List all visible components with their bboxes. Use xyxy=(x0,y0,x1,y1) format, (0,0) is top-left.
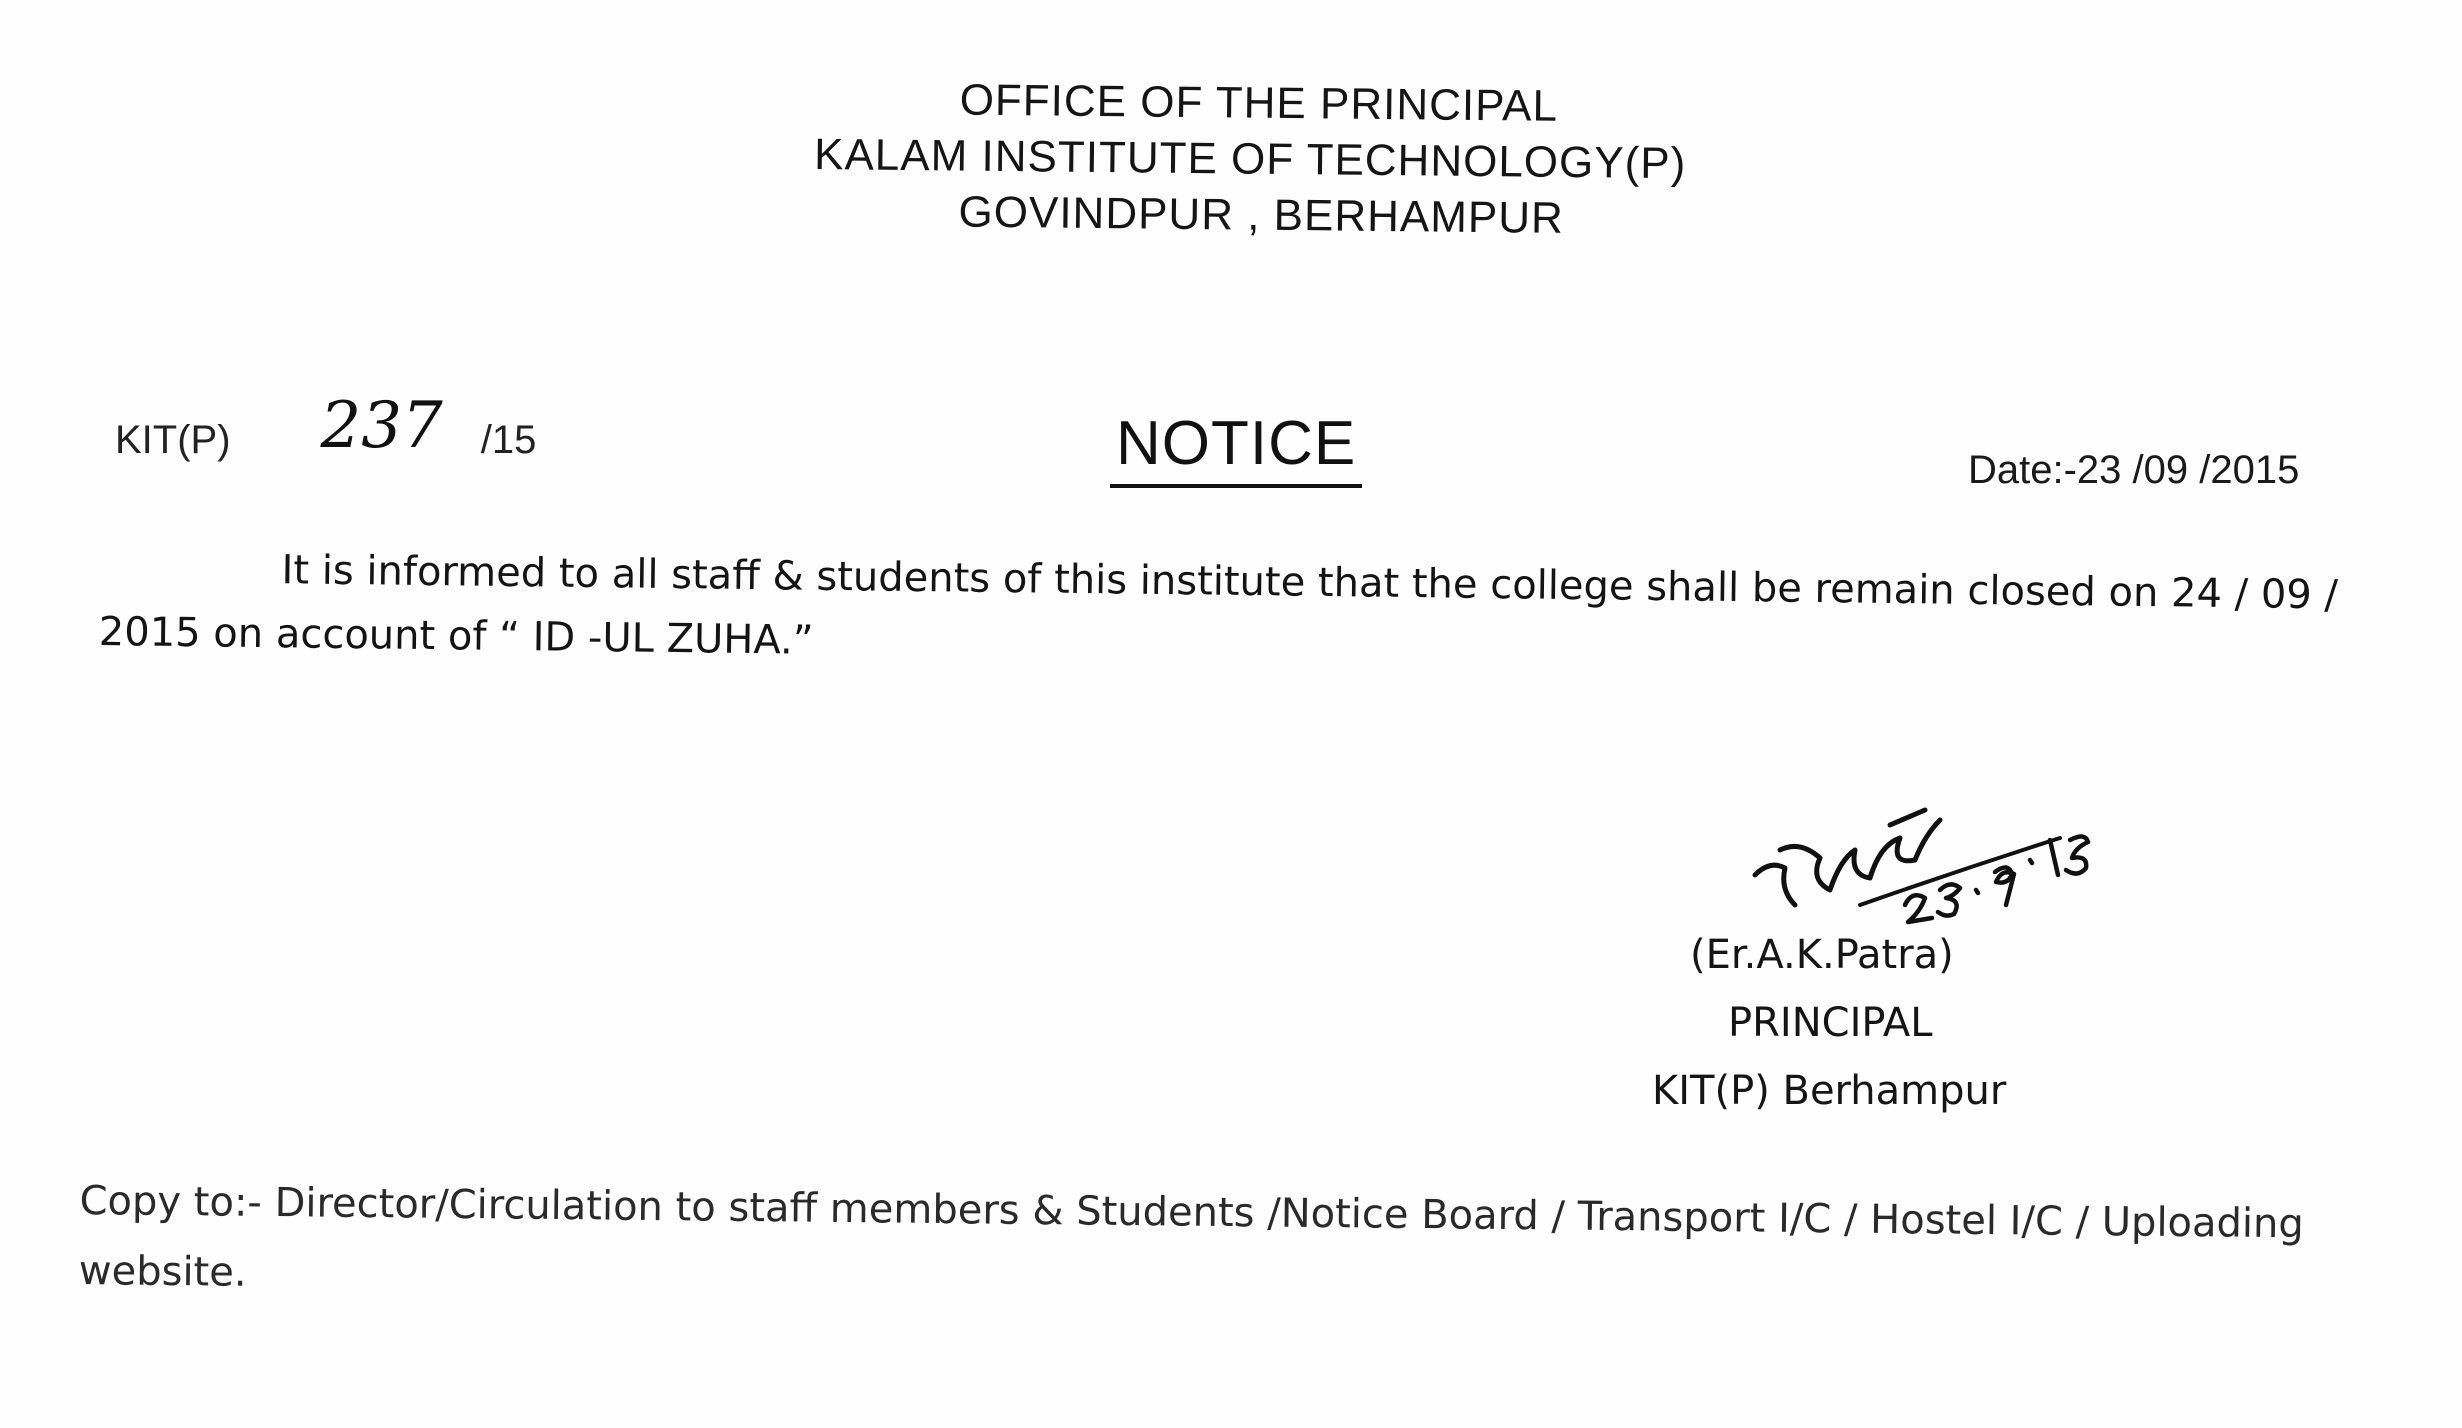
signatory-name: (Er.A.K.Patra) xyxy=(1690,932,1954,978)
reference-prefix: KIT(P) xyxy=(115,418,231,462)
copy-to-list: Copy to:- Director/Circulation to staff members & Students /Notice Board / Transport I/C / Hostel I/C / Uploading website. xyxy=(78,1177,2305,1296)
reference-number xyxy=(115,389,537,469)
signatory-title: PRINCIPAL xyxy=(1728,1000,1933,1046)
notice-body: It is informed to all staff & students of this institute that the college shall be remain closed on 24 / 09 / 2015 on account of “ ID -UL ZUHA.” xyxy=(98,547,2339,664)
reference-handwritten-number: 237 xyxy=(320,389,443,463)
institute-name: KALAM INSTITUTE OF TECHNOLOGY(P) xyxy=(813,130,1687,189)
notice-date: Date:-23 /09 /2015 xyxy=(1968,448,2300,492)
institute-address: GOVINDPUR , BERHAMPUR xyxy=(958,187,1565,243)
signatory-organization: KIT(P) Berhampur xyxy=(1652,1068,2007,1114)
office-title: OFFICE OF THE PRINCIPAL xyxy=(959,75,1559,131)
letterhead xyxy=(620,72,1920,243)
reference-year: /15 xyxy=(480,418,537,462)
notice-heading: NOTICE xyxy=(1110,410,1362,488)
principal-signature xyxy=(1740,740,2140,940)
